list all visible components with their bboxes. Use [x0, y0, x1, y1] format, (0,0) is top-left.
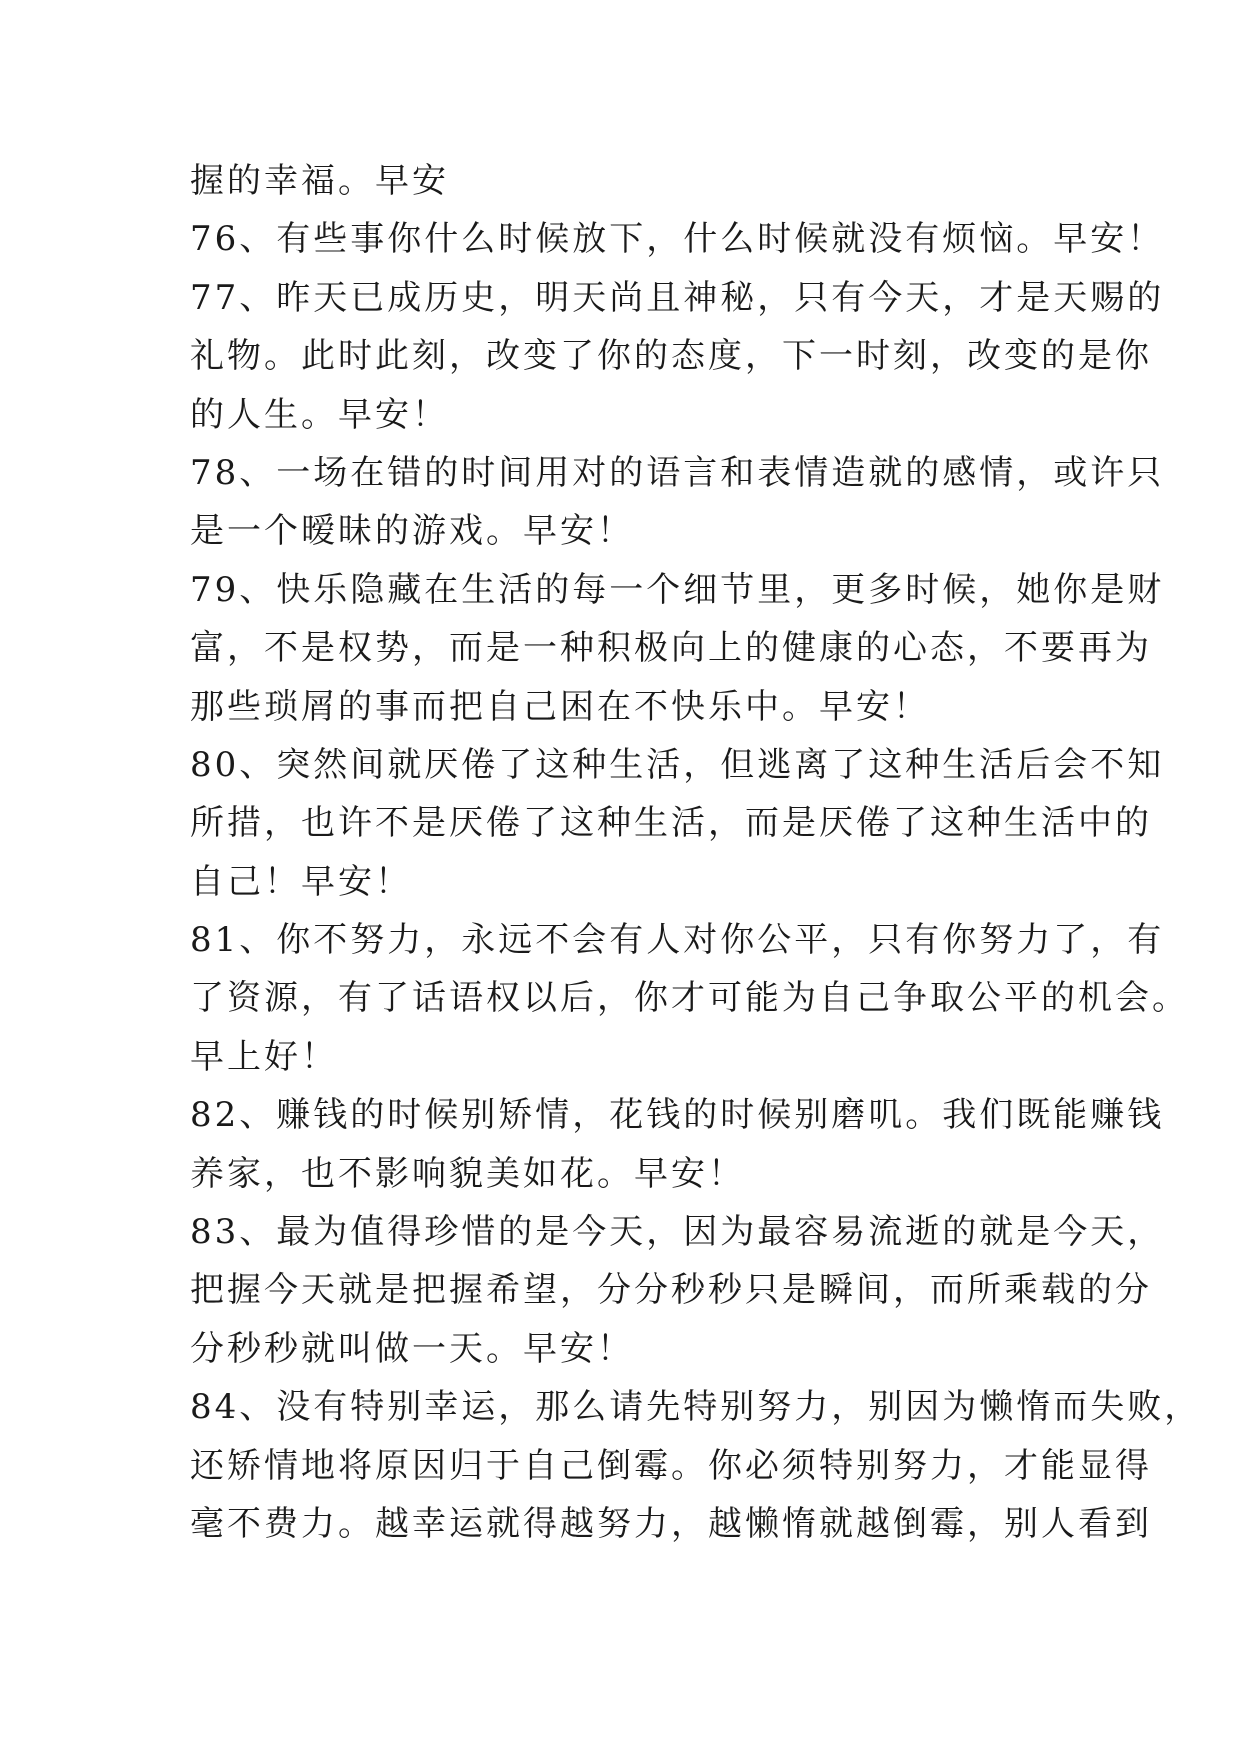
- text-line: 79、快乐隐藏在生活的每一个细节里，更多时候，她你是财: [190, 569, 1165, 610]
- text-line: 83、最为值得珍惜的是今天，因为最容易流逝的就是今天，: [190, 1212, 1165, 1253]
- text-line: 了资源，有了话语权以后，你才可能为自己争取公平的机会。: [190, 978, 1189, 1019]
- text-line: 78、一场在错的时间用对的语言和表情造就的感情，或许只: [190, 452, 1165, 493]
- text-line: 那些琐屑的事而把自己困在不快乐中。早安！: [190, 686, 930, 727]
- text-line: 82、赚钱的时候别矫情，花钱的时候别磨叽。我们既能赚钱: [190, 1095, 1165, 1136]
- text-line: 80、突然间就厌倦了这种生活，但逃离了这种生活后会不知: [190, 744, 1165, 785]
- body-text: [190, 152, 1202, 1553]
- text-line: 自己！早安！: [190, 861, 412, 902]
- text-line: 81、你不努力，永远不会有人对你公平，只有你努力了，有: [190, 920, 1165, 961]
- text-line: 富，不是权势，而是一种积极向上的健康的心态，不要再为: [190, 628, 1152, 669]
- text-line: 礼物。此时此刻，改变了你的态度，下一时刻，改变的是你: [190, 336, 1152, 377]
- text-line: 的人生。早安！: [190, 394, 449, 435]
- text-line: 毫不费力。越幸运就得越努力，越懒惰就越倒霉，别人看到: [190, 1503, 1152, 1544]
- text-line: 所措，也许不是厌倦了这种生活，而是厌倦了这种生活中的: [190, 803, 1152, 844]
- text-line: 是一个暧昧的游戏。早安！: [190, 511, 634, 552]
- text-line: 分秒秒就叫做一天。早安！: [190, 1328, 634, 1369]
- text-line: 握的幸福。早安: [190, 161, 449, 201]
- text-line: 84、没有特别幸运，那么请先特别努力，别因为懒惰而失败，: [190, 1387, 1202, 1428]
- text-line: 76、有些事你什么时候放下，什么时候就没有烦恼。早安！: [190, 219, 1165, 260]
- text-line: 养家，也不影响貌美如花。早安！: [190, 1153, 745, 1194]
- text-line: 把握今天就是把握希望，分分秒秒只是瞬间，而所乘载的分: [190, 1270, 1152, 1311]
- text-line: 77、昨天已成历史，明天尚且神秘，只有今天，才是天赐的: [190, 277, 1165, 318]
- text-line: 还矫情地将原因归于自己倒霉。你必须特别努力，才能显得: [190, 1445, 1152, 1486]
- text-line: 早上好！: [190, 1036, 338, 1077]
